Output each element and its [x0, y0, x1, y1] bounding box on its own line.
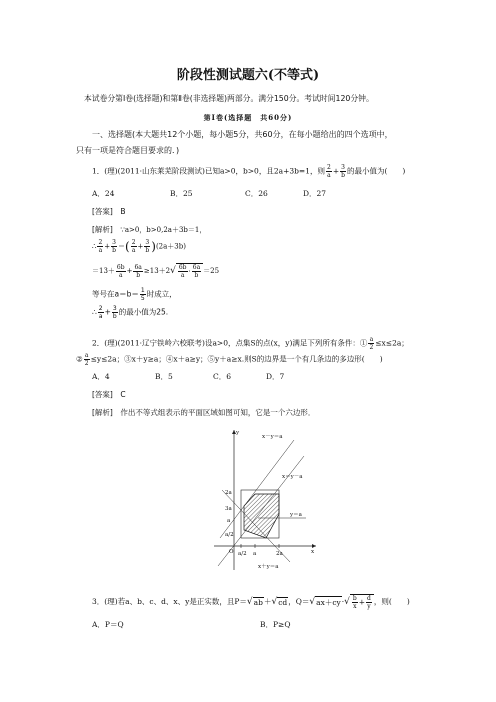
tick-a2: a/2: [238, 551, 247, 557]
label-y: y: [236, 430, 240, 436]
section1-line1: 一、选择题(本大题共12个小题，每小题5分，共60分，在每小题给出的四个选项中，: [92, 130, 393, 139]
q2-option-b: B．5: [155, 372, 173, 381]
q1-analysis-line4: 等号在a＝b＝ $\frac{1}{5}$ 时成立，: [92, 287, 177, 302]
q1-stem: 1．(理)(2011·山东莱芜阶段测试)已知a>0，b>0，且2a+3b=1，则 $\frac{2}{a}$ + $\frac{3}{b}$ 的最小值为( ): [92, 164, 406, 179]
label-2a: 2a: [225, 490, 232, 496]
label-right-line: x＝y－a: [282, 474, 303, 480]
page-title: 阶段性测试题六(不等式): [176, 68, 320, 83]
q2-option-d: D．7: [266, 372, 285, 381]
label-a: a: [227, 518, 231, 524]
q2-analysis: [解析] 作出不等式组表示的平面区域如图可知，它是一个六边形．: [92, 408, 316, 417]
q1-analysis-line2: ∴ $\frac{2}{a}$ + $\frac{3}{b}$ ＝( $\frac{2}{a}$ + $\frac{3}{b}$ )(2a＋3b): [92, 239, 186, 254]
part1-header: 第Ⅰ卷(选择题 共60分): [203, 113, 293, 122]
q2-stem-line1: 2．(理)(2011·辽宁铁岭六校联考)设a>0，点集S的点(x，y)满足下列所有条件：① $\frac{a}{2}$ ≤x≤2a；: [92, 336, 409, 351]
q1-analysis-line3: ＝13＋ $\frac{6b}{a}$ + $\frac{6a}{b}$ ≥13＋2√ $\frac{6b}{a}$ · $\frac{6a}{b}$ ＝25: [92, 263, 220, 279]
q2-stem-line2: ② $\frac{a}{2}$ ≤y≤2a；③x＋y≥a；④x＋a≥y；⑤y＋a≥x.则S的边界是一个有几条边的多边形( ): [76, 352, 383, 367]
section1-line2: 只有一项是符合题目要求的．): [76, 146, 180, 155]
q2-option-a: A．4: [92, 372, 110, 381]
frac-2-over-a: $\frac{2}{a}$: [327, 164, 331, 179]
label-x-plus-y: x＋y＝a: [258, 564, 279, 570]
label-3a: 3a: [225, 506, 232, 512]
label-x: x: [311, 549, 315, 555]
q1-option-d: D．27: [303, 189, 327, 198]
tick-2a: 2a: [276, 551, 283, 557]
q2-region-figure: [200, 426, 320, 572]
q3-stem: 3．(理)若a、b、c、d、x、y是正实数，且P＝√ab＋√cd，Q＝√ax＋cy·√ $\frac{b}{x}$ + $\frac{d}{y}$ ，则( ): [92, 595, 410, 610]
q1-option-c: C．26: [245, 189, 268, 198]
q1-analysis-line1: [解析] ∵a>0，b>0,2a＋3b＝1，: [92, 225, 207, 234]
q2-option-c: C．6: [213, 372, 232, 381]
tick-a: a: [253, 551, 257, 557]
q3-option-a: A．P＝Q: [92, 620, 124, 629]
region-hexagon: [244, 494, 279, 538]
q1-analysis-line5: ∴ $\frac{2}{a}$ + $\frac{3}{b}$ 的最小值为25.: [92, 305, 169, 320]
frac-3-over-b: $\frac{3}{b}$: [341, 164, 345, 179]
q1-option-b: B．25: [170, 189, 193, 198]
q1-option-a: A．24: [92, 189, 115, 198]
label-y-eq-a: y＝a: [290, 512, 302, 518]
label-a2: a/2: [225, 532, 234, 538]
label-top-line: x－y＝a: [262, 434, 283, 440]
intro-text: 本试卷分第Ⅰ卷(选择题)和第Ⅱ卷(非选择题)两部分。满分150分。考试时间120分钟。: [84, 94, 374, 103]
label-o: O: [229, 549, 234, 555]
q2-answer: [答案] C: [92, 390, 126, 399]
q1-answer: [答案] B: [92, 207, 126, 216]
q3-option-b: B．P≥Q: [260, 620, 291, 629]
